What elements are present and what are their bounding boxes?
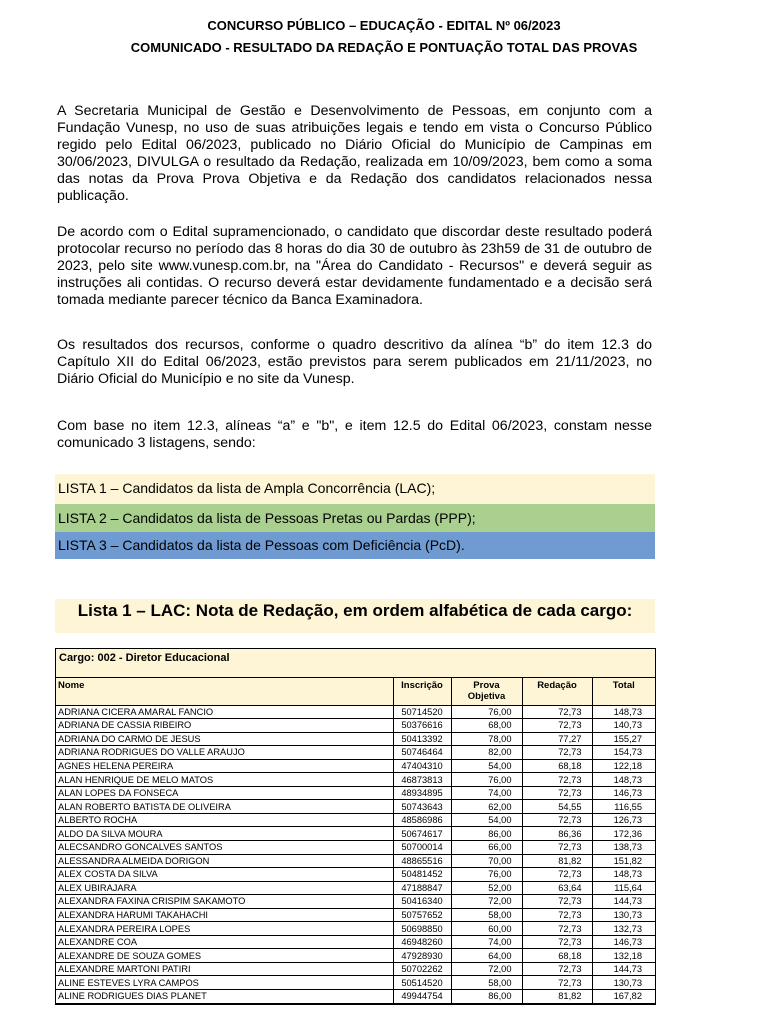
cell-redacao: 68,18 [522, 949, 592, 963]
cell-prova-objetiva: 76,00 [451, 868, 522, 882]
cell-total: 148,73 [592, 868, 655, 882]
lists-intro-paragraph: Com base no item 12.3, alíneas “a” e "b", e item 12.5 do Edital 06/2023, constam nesse comunicado 3 listagens, sendo: [57, 418, 652, 451]
cell-redacao: 72,73 [522, 746, 592, 760]
cell-redacao: 81,82 [522, 854, 592, 868]
table-row [56, 949, 655, 963]
cell-nome: ALBERTO ROCHA [56, 813, 393, 827]
cell-nome: ALESSANDRA ALMEIDA DORIGON [56, 854, 393, 868]
table-row [56, 989, 655, 1003]
cell-total: 132,18 [592, 949, 655, 963]
cell-nome: ADRIANA CICERA AMARAL FANCIO [56, 705, 393, 719]
list-2-label: LISTA 2 – Candidatos da lista de Pessoas Pretas ou Pardas (PPP); [55, 504, 655, 532]
cell-redacao: 72,73 [522, 773, 592, 787]
appeal-paragraph: De acordo com o Edital supramencionado, o candidato que discordar deste resultado poderá protocolar recurso no período das 8 horas do dia 30 de outubro às 23h59 de 31 de outubro de 2023, pelo site www.vunesp.com.br, na "Área do Candidato - Recursos" e deverá seguir as instruções ali contidas. O recurso deverá estar devidamente fundamentado e a decisão será tomada mediante parecer técnico da Banca Examinadora. [57, 224, 652, 308]
cell-redacao: 72,73 [522, 786, 592, 800]
cell-prova-objetiva: 60,00 [451, 922, 522, 936]
cell-nome: ALECSANDRO GONCALVES SANTOS [56, 840, 393, 854]
cell-total: 132,73 [592, 922, 655, 936]
cell-nome: ADRIANA RODRIGUES DO VALLE ARAUJO [56, 746, 393, 760]
cell-nome: AGNES HELENA PEREIRA [56, 759, 393, 773]
cell-inscricao: 47188847 [393, 881, 451, 895]
col-header-prova-objetiva: Prova Objetiva [451, 678, 522, 705]
cell-prova-objetiva: 58,00 [451, 908, 522, 922]
table-row [56, 705, 655, 719]
cell-nome: ALEXANDRA FAXINA CRISPIM SAKAMOTO [56, 895, 393, 909]
cell-prova-objetiva: 70,00 [451, 854, 522, 868]
table-row [56, 786, 655, 800]
cell-redacao: 77,27 [522, 732, 592, 746]
cell-inscricao: 50743643 [393, 800, 451, 814]
list-3-label: LISTA 3 – Candidatos da lista de Pessoas com Deficiência (PcD). [55, 532, 655, 559]
cell-inscricao: 50757652 [393, 908, 451, 922]
cell-prova-objetiva: 86,00 [451, 827, 522, 841]
table-row [56, 976, 655, 990]
table-row [56, 868, 655, 882]
document-subtitle: COMUNICADO - RESULTADO DA REDAÇÃO E PONTUAÇÃO TOTAL DAS PROVAS [130, 40, 638, 55]
cell-inscricao: 50413392 [393, 732, 451, 746]
table-row [56, 813, 655, 827]
cell-redacao: 72,73 [522, 976, 592, 990]
cell-inscricao: 47928930 [393, 949, 451, 963]
cell-redacao: 72,73 [522, 908, 592, 922]
cell-nome: ALEXANDRE MARTONI PATIRI [56, 962, 393, 976]
table-row [56, 854, 655, 868]
cell-redacao: 68,18 [522, 759, 592, 773]
cell-total: 155,27 [592, 732, 655, 746]
cargo-label: Cargo: 002 - Diretor Educacional [56, 649, 655, 678]
cell-nome: ALDO DA SILVA MOURA [56, 827, 393, 841]
col-header-redacao: Redação [522, 678, 592, 705]
cell-total: 154,73 [592, 746, 655, 760]
cell-inscricao: 50481452 [393, 868, 451, 882]
document-title: CONCURSO PÚBLICO – EDUCAÇÃO - EDITAL Nº 06/2023 [207, 18, 561, 33]
cell-total: 138,73 [592, 840, 655, 854]
cell-prova-objetiva: 64,00 [451, 949, 522, 963]
table-header-row [56, 678, 655, 705]
cell-total: 144,73 [592, 962, 655, 976]
cell-redacao: 72,73 [522, 719, 592, 733]
cell-nome: ALINE RODRIGUES DIAS PLANET [56, 989, 393, 1003]
results-table [55, 648, 656, 1005]
cell-inscricao: 50674617 [393, 827, 451, 841]
cell-redacao: 63,64 [522, 881, 592, 895]
cell-nome: ALEX COSTA DA SILVA [56, 868, 393, 882]
cell-total: 172,36 [592, 827, 655, 841]
table-row [56, 746, 655, 760]
table-row [56, 759, 655, 773]
table-row [56, 840, 655, 854]
cell-prova-objetiva: 54,00 [451, 813, 522, 827]
cell-total: 130,73 [592, 976, 655, 990]
cell-prova-objetiva: 72,00 [451, 895, 522, 909]
table-row [56, 719, 655, 733]
cell-redacao: 72,73 [522, 705, 592, 719]
cell-total: 146,73 [592, 786, 655, 800]
table-row [56, 800, 655, 814]
cell-redacao: 81,82 [522, 989, 592, 1003]
cell-inscricao: 50700014 [393, 840, 451, 854]
cell-nome: ALAN HENRIQUE DE MELO MATOS [56, 773, 393, 787]
cell-total: 115,64 [592, 881, 655, 895]
cell-prova-objetiva: 68,00 [451, 719, 522, 733]
cell-total: 144,73 [592, 895, 655, 909]
cell-nome: ALEXANDRA HARUMI TAKAHACHI [56, 908, 393, 922]
cell-inscricao: 50702262 [393, 962, 451, 976]
cell-nome: ALEXANDRA PEREIRA LOPES [56, 922, 393, 936]
cell-prova-objetiva: 52,00 [451, 881, 522, 895]
cell-inscricao: 46948260 [393, 935, 451, 949]
cell-nome: ADRIANA DO CARMO DE JESUS [56, 732, 393, 746]
cell-prova-objetiva: 72,00 [451, 962, 522, 976]
cell-nome: ALEXANDRE DE SOUZA GOMES [56, 949, 393, 963]
cell-prova-objetiva: 76,00 [451, 773, 522, 787]
cell-nome: ADRIANA DE CASSIA RIBEIRO [56, 719, 393, 733]
cell-total: 148,73 [592, 705, 655, 719]
cell-redacao: 54,55 [522, 800, 592, 814]
cell-inscricao: 48865516 [393, 854, 451, 868]
cell-total: 126,73 [592, 813, 655, 827]
cell-redacao: 72,73 [522, 868, 592, 882]
cell-inscricao: 48586986 [393, 813, 451, 827]
cell-redacao: 72,73 [522, 813, 592, 827]
cell-inscricao: 50698850 [393, 922, 451, 936]
col-header-total: Total [592, 678, 655, 705]
section-title: Lista 1 – LAC: Nota de Redação, em ordem alfabética de cada cargo: [55, 599, 655, 633]
cell-total: 116,55 [592, 800, 655, 814]
cell-prova-objetiva: 78,00 [451, 732, 522, 746]
cell-prova-objetiva: 74,00 [451, 935, 522, 949]
col-header-nome: Nome [56, 678, 393, 705]
cell-inscricao: 46873813 [393, 773, 451, 787]
cell-redacao: 72,73 [522, 895, 592, 909]
table-row [56, 773, 655, 787]
cell-inscricao: 50514520 [393, 976, 451, 990]
table-row [56, 881, 655, 895]
cell-inscricao: 47404310 [393, 759, 451, 773]
cell-inscricao: 48934895 [393, 786, 451, 800]
cell-total: 148,73 [592, 773, 655, 787]
cell-total: 151,82 [592, 854, 655, 868]
cell-nome: ALINE ESTEVES LYRA CAMPOS [56, 976, 393, 990]
cell-prova-objetiva: 66,00 [451, 840, 522, 854]
cell-inscricao: 50376616 [393, 719, 451, 733]
cell-total: 122,18 [592, 759, 655, 773]
cell-redacao: 72,73 [522, 962, 592, 976]
cell-inscricao: 50746464 [393, 746, 451, 760]
cell-total: 146,73 [592, 935, 655, 949]
cell-redacao: 72,73 [522, 922, 592, 936]
cell-nome: ALEX UBIRAJARA [56, 881, 393, 895]
results-paragraph: Os resultados dos recursos, conforme o quadro descritivo da alínea “b” do item 12.3 do Capítulo XII do Edital 06/2023, estão previstos para serem publicados em 21/11/2023, no Diário Oficial do Município e no site da Vunesp. [57, 337, 652, 387]
cell-inscricao: 50714520 [393, 705, 451, 719]
cell-nome: ALAN ROBERTO BATISTA DE OLIVEIRA [56, 800, 393, 814]
cell-redacao: 72,73 [522, 840, 592, 854]
cell-total: 130,73 [592, 908, 655, 922]
cell-total: 140,73 [592, 719, 655, 733]
cell-nome: ALEXANDRE COA [56, 935, 393, 949]
cell-prova-objetiva: 54,00 [451, 759, 522, 773]
cell-inscricao: 50416340 [393, 895, 451, 909]
cell-redacao: 72,73 [522, 935, 592, 949]
cell-prova-objetiva: 74,00 [451, 786, 522, 800]
cell-inscricao: 49944754 [393, 989, 451, 1003]
table-body [56, 705, 655, 1003]
cell-prova-objetiva: 62,00 [451, 800, 522, 814]
cell-redacao: 86,36 [522, 827, 592, 841]
cell-total: 167,82 [592, 989, 655, 1003]
col-header-inscricao: Inscrição [393, 678, 451, 705]
cell-prova-objetiva: 58,00 [451, 976, 522, 990]
table-row [56, 922, 655, 936]
table-row [56, 935, 655, 949]
table-row [56, 827, 655, 841]
cell-prova-objetiva: 86,00 [451, 989, 522, 1003]
list-1-label: LISTA 1 – Candidatos da lista de Ampla Concorrência (LAC); [55, 474, 655, 504]
table-row [56, 908, 655, 922]
cell-prova-objetiva: 76,00 [451, 705, 522, 719]
table-row [56, 962, 655, 976]
table-row [56, 895, 655, 909]
intro-paragraph: A Secretaria Municipal de Gestão e Desenvolvimento de Pessoas, em conjunto com a Fundação Vunesp, no uso de suas atribuições legais e tendo em vista o Concurso Público regido pelo Edital 06/2023, publicado no Diário Oficial do Município de Campinas em 30/06/2023, DIVULGA o resultado da Redação, realizada em 10/09/2023, bem como a soma das notas da Prova Prova Objetiva e da Redação dos candidatos relacionados nessa publicação. [57, 103, 652, 204]
cell-nome: ALAN LOPES DA FONSECA [56, 786, 393, 800]
cell-prova-objetiva: 82,00 [451, 746, 522, 760]
table-row [56, 732, 655, 746]
